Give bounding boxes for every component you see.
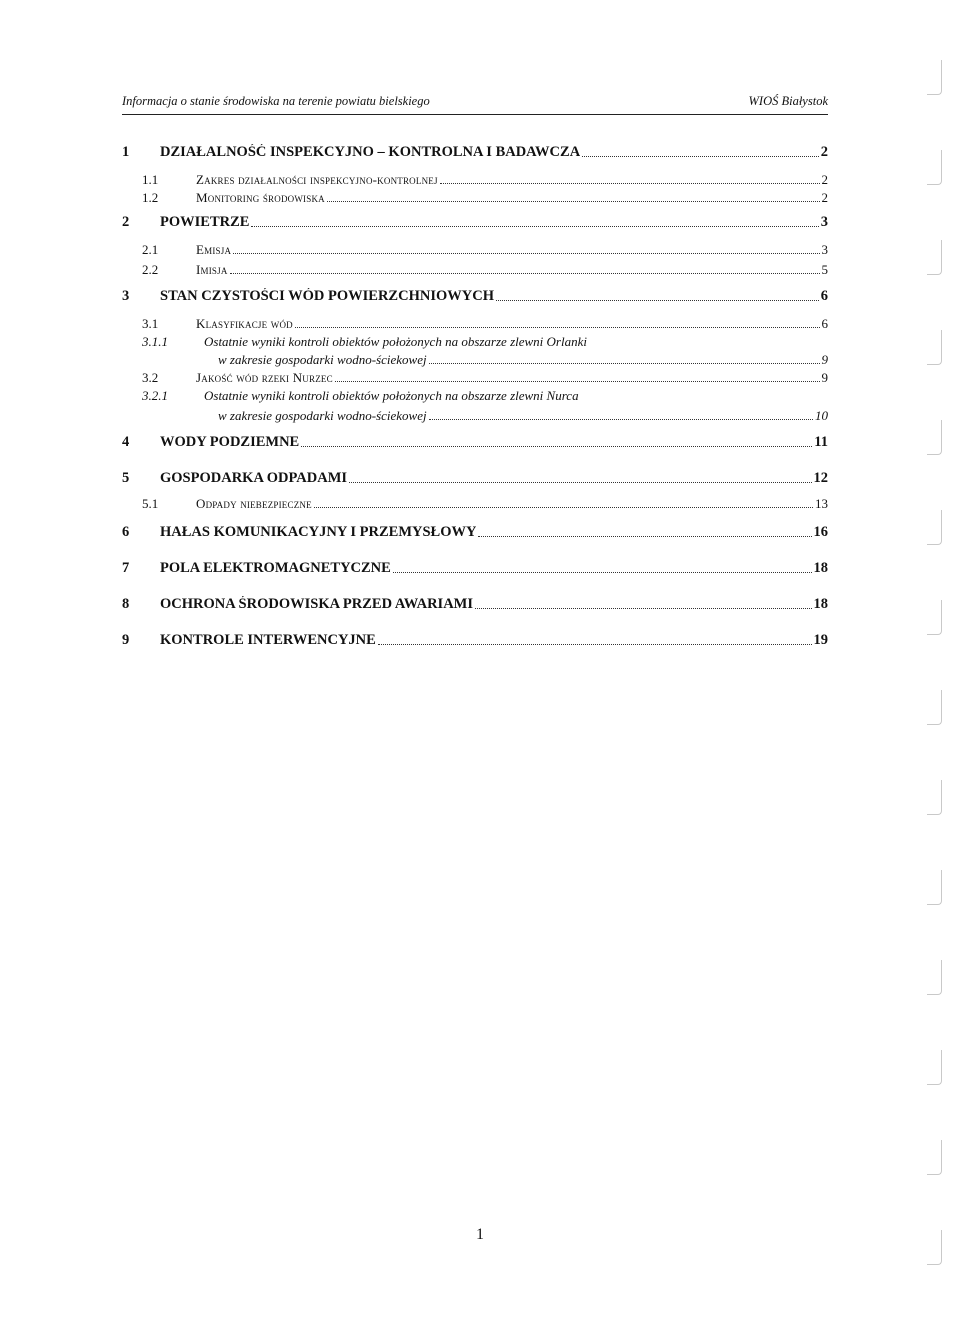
toc-entry[interactable]	[122, 190, 828, 206]
toc-page: 6	[820, 288, 828, 304]
toc-entry[interactable]	[122, 288, 828, 305]
toc-number: 3.1	[142, 316, 159, 331]
toc-page: 12	[813, 470, 828, 486]
toc-title-continued: w zakresie gospodarki wodno-ściekowej	[218, 408, 427, 423]
toc-title: Jakość wód rzeki Nurzec	[196, 370, 333, 385]
toc-leader	[230, 273, 820, 274]
toc-page: 13	[815, 496, 828, 511]
toc-leader	[582, 156, 819, 157]
toc-leader	[251, 226, 818, 227]
toc-entry[interactable]	[122, 434, 828, 451]
toc-leader	[496, 300, 819, 301]
toc-number: 1.2	[142, 190, 159, 205]
toc-number: 3.2	[142, 370, 159, 385]
toc-number: 1.1	[142, 172, 159, 187]
toc-entry[interactable]	[122, 316, 828, 332]
binder-edge-marks	[912, 60, 942, 1300]
toc-title: POLA ELEKTROMAGNETYCZNE	[160, 560, 391, 576]
toc-entry[interactable]	[122, 632, 828, 649]
toc-entry[interactable]	[122, 370, 828, 386]
toc-page: 2	[821, 172, 828, 187]
toc-leader	[393, 572, 812, 573]
toc-title: Ostatnie wyniki kontroli obiektów położonych na obszarze zlewni Orlanki	[204, 334, 587, 349]
toc-entry[interactable]	[122, 524, 828, 541]
toc-title: STAN CZYSTOŚCI WÓD POWIERZCHNIOWYCH	[160, 288, 494, 304]
toc-page: 19	[813, 632, 828, 648]
toc-page: 9	[821, 370, 828, 385]
toc-title: Monitoring środowiska	[196, 190, 325, 205]
toc-entry[interactable]	[122, 334, 828, 350]
toc-page: 2	[820, 144, 828, 160]
toc-leader	[301, 446, 812, 447]
toc-entry[interactable]	[122, 560, 828, 577]
toc-number: 3	[122, 288, 130, 304]
toc-leader	[233, 253, 819, 254]
toc-leader	[429, 419, 813, 420]
toc-entry[interactable]	[122, 144, 828, 161]
toc-entry-continuation[interactable]	[218, 352, 828, 368]
toc-page: 6	[821, 316, 828, 331]
toc-page: 16	[813, 524, 828, 540]
toc-title: GOSPODARKA ODPADAMI	[160, 470, 348, 486]
page-number: 1	[476, 1226, 484, 1243]
toc-number: 3.1.1	[142, 334, 168, 349]
toc-title: DZIAŁALNOŚĆ INSPEKCYJNO – KONTROLNA I BADAWCZA	[160, 144, 581, 160]
toc-number: 4	[122, 434, 130, 450]
toc-entry[interactable]	[122, 596, 828, 613]
toc-leader	[295, 327, 820, 328]
toc-leader	[378, 644, 812, 645]
toc-leader	[335, 381, 820, 382]
toc-page: 18	[813, 596, 828, 612]
toc-title: Zakres działalności inspekcyjno-kontrolnej	[196, 172, 438, 187]
toc-number: 2.2	[142, 262, 159, 277]
toc-leader	[314, 507, 813, 508]
toc-leader	[440, 183, 820, 184]
toc-title: OCHRONA ŚRODOWISKA PRZED AWARIAMI	[160, 596, 474, 612]
toc-page: 9	[821, 352, 828, 367]
toc-leader	[327, 201, 820, 202]
toc-title: KONTROLE INTERWENCYJNE	[160, 632, 376, 648]
toc-entry[interactable]	[122, 242, 828, 258]
toc-title: Klasyfikacje wód	[196, 316, 293, 331]
toc-title: HAŁAS KOMUNIKACYJNY I PRZEMYSŁOWY	[160, 524, 477, 540]
toc-number: 8	[122, 596, 130, 612]
toc-entry-continuation[interactable]	[218, 408, 828, 424]
toc-title: WODY PODZIEMNE	[160, 434, 300, 450]
toc-page: 5	[821, 262, 828, 277]
toc-number: 6	[122, 524, 130, 540]
toc-title: Imisja	[196, 262, 228, 277]
toc-number: 2	[122, 214, 130, 230]
toc-leader	[349, 482, 811, 483]
toc-title: Ostatnie wyniki kontroli obiektów położonych na obszarze zlewni Nurca	[204, 388, 579, 403]
running-header	[122, 94, 828, 115]
toc-number: 3.2.1	[142, 388, 168, 403]
toc-page: 2	[821, 190, 828, 205]
header-left-title: Informacja o stanie środowiska na terenie powiatu bielskiego	[122, 94, 430, 108]
toc-title-continued: w zakresie gospodarki wodno-ściekowej	[218, 352, 427, 367]
toc-page: 3	[821, 242, 828, 257]
toc-title: Odpady niebezpieczne	[196, 496, 312, 511]
toc-number: 9	[122, 632, 130, 648]
toc-entry[interactable]	[122, 262, 828, 278]
toc-page: 10	[815, 408, 828, 423]
toc-title: POWIETRZE	[160, 214, 250, 230]
toc-page: 11	[814, 434, 828, 450]
toc-leader	[429, 363, 820, 364]
toc-entry[interactable]	[122, 172, 828, 188]
toc-number: 5.1	[142, 496, 159, 511]
toc-number: 2.1	[142, 242, 159, 257]
toc-page: 18	[813, 560, 828, 576]
toc-entry[interactable]	[122, 496, 828, 512]
toc-entry[interactable]	[122, 388, 828, 404]
toc-number: 5	[122, 470, 130, 486]
toc-leader	[478, 536, 811, 537]
toc-leader	[475, 608, 811, 609]
toc-number: 1	[122, 144, 130, 160]
toc-entry[interactable]	[122, 214, 828, 231]
toc-entry[interactable]	[122, 470, 828, 487]
header-right-org: WIOŚ Białystok	[748, 94, 828, 108]
toc-title: Emisja	[196, 242, 232, 257]
toc-page: 3	[820, 214, 828, 230]
toc-number: 7	[122, 560, 130, 576]
